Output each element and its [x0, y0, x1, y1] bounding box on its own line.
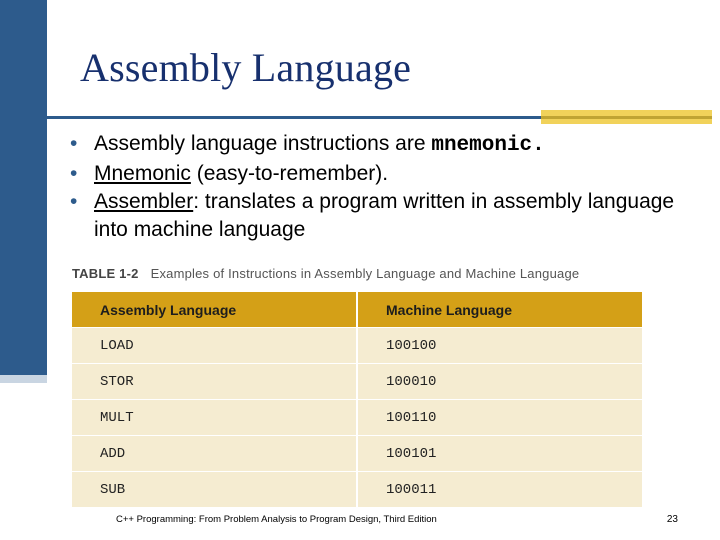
table-cell: 100010 [357, 364, 642, 400]
table-header-cell: Assembly Language [72, 292, 357, 328]
table-row [72, 364, 642, 400]
bullet-item [70, 130, 690, 160]
table-header-cell: Machine Language [357, 292, 642, 328]
table-caption-text: Examples of Instructions in Assembly Language and Machine Language [150, 266, 580, 281]
left-decor-bar-tab [0, 375, 47, 383]
table-cell: 100011 [357, 472, 642, 508]
table-header-row [72, 292, 642, 328]
slide-title: Assembly Language [80, 45, 412, 90]
table-cell: MULT [72, 400, 357, 436]
table-row [72, 436, 642, 472]
table-cell: 100100 [357, 328, 642, 364]
bullet-term: Assembler [94, 190, 194, 213]
table-cell: STOR [72, 364, 357, 400]
bullet-dot-icon: • [70, 132, 78, 155]
table-row [72, 472, 642, 508]
footer-text: C++ Programming: From Problem Analysis to Program Design, Third Edition [116, 514, 437, 525]
bullet-dot-icon: • [70, 162, 78, 185]
bullet-dot-icon: • [70, 190, 78, 213]
page-number: 23 [666, 514, 678, 525]
bullet-item [70, 188, 690, 244]
bullet-text: (easy-to-remember). [190, 162, 389, 185]
bullet-list [70, 130, 690, 244]
bullet-item [70, 160, 690, 188]
table-cell: SUB [72, 472, 357, 508]
table-caption [72, 266, 579, 281]
table-cell: 100110 [357, 400, 642, 436]
bullet-term: Mnemonic [94, 162, 191, 185]
divider-accent-line [541, 116, 712, 119]
bullet-text: Assembly language instructions are [94, 132, 432, 155]
table-row [72, 400, 642, 436]
bullet-text: : translates a program written in assembly language into machine language [94, 190, 675, 241]
instructions-table [72, 292, 642, 508]
table-cell: LOAD [72, 328, 357, 364]
table-cell: ADD [72, 436, 357, 472]
table-cell: 100101 [357, 436, 642, 472]
table-row [72, 328, 642, 364]
left-decor-bar [0, 0, 47, 383]
bullet-emphasis: mnemonic. [431, 134, 545, 157]
table-label: TABLE 1-2 [72, 266, 139, 281]
